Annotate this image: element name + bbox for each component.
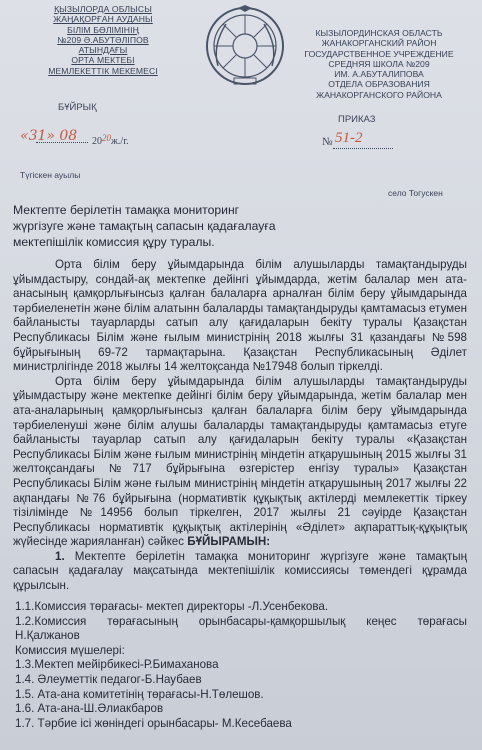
- order-number-underline: [333, 148, 393, 149]
- year-handwritten: 20: [102, 133, 111, 143]
- header-left-line: БІЛІМ БӨЛІМІНІҢ: [67, 24, 139, 35]
- place-russian: село Тогускен: [388, 188, 443, 198]
- title-line: Мектепте берілетін тамақка мониторинг: [13, 203, 240, 217]
- point-1: [13, 550, 467, 594]
- year-suffix: ж./г.: [111, 136, 129, 147]
- title-line: мектепішілік комиссия құру туралы.: [13, 235, 215, 249]
- header-right-line: ИМ. А.АБУТАЛИПОВА: [334, 69, 424, 80]
- point-1-text: Мектепте берілетін тамақка мониторинг жүргізуге және тамақтың сапасын қадағалау мақсатында мектепішілік комиссиясы төмендегі құрамда құрылсын.: [13, 549, 467, 593]
- year-prefix: 20: [92, 136, 102, 147]
- vice-chair-word: кеңес: [366, 614, 397, 628]
- state-emblem-icon: [204, 4, 286, 88]
- order-year: [92, 133, 129, 147]
- commission-member: 1.3.Мектеп мейірбикесі-Р.Бимаханова: [15, 658, 219, 672]
- order-number-label: №: [322, 136, 333, 148]
- header-right-russian: [290, 28, 468, 100]
- header-right-line: КЫЗЫЛОРДИНСКАЯ ОБЛАСТЬ: [315, 28, 443, 38]
- vice-chair-word: орынбасары-қамқоршылық: [198, 614, 346, 628]
- order-body: [13, 258, 467, 594]
- paragraph-1: Орта білім беру ұйымдарында білім алушыларды тамақтандыруды ұйымдастыру, сондай-ақ мектепке дейінгі ұйымдарда, жетім балалар мен ата-анасының қамқорлығынсыз қалған балаларға арналған білім беру ұйымдарында тәрбиеленетін және білім алатынн балаларды тамақтандыруды қамтамасыз етумен байланысты тауарларды сатып алу қағидаларын бекіту туралы Қазақстан Республикасы Білім және ғылым министрінің 2018 жылғы 31 қазандағы №598 бұйрығының 69-72 тармақтарына. Қазақстан Республикасының Әділет министрлігінде 2018 жылғы 14 желтоқсанда №17948 болып тіркелді.: [13, 258, 467, 374]
- header-left-line: №209 Ә.АБУТӘЛІПОВ: [57, 34, 149, 45]
- order-title: [13, 202, 313, 250]
- header-right-line: ГОСУДАРСТВЕННОЕ УЧРЕЖДЕНИЕ: [304, 48, 454, 59]
- place-kazakh: Түгіскен ауылы: [20, 170, 81, 180]
- order-label-russian: ПРИКАЗ: [338, 114, 376, 125]
- vice-chair-word: төрағасының: [107, 614, 178, 628]
- point-1-number: 1.: [55, 549, 65, 563]
- commission-member: 1.7. Тәрбие ісі жөніндегі орынбасары- М.Кесебаева: [15, 716, 292, 730]
- order-verb: БҰЙЫРАМЫН:: [187, 535, 271, 549]
- paragraph-2: [13, 375, 467, 550]
- header-right-line: ОТДЕЛА ОБРАЗОВАНИЯ: [328, 79, 430, 90]
- header-left-kazakh: [18, 4, 188, 76]
- order-number-handwritten: 51-2: [335, 130, 363, 146]
- header-right-line: ЖАНАКОРГАНСКИЙ РАЙОН: [321, 38, 437, 49]
- title-line: жүргізуге және тамақтың сапасын қадағалауға: [13, 219, 276, 233]
- commission-list: [15, 600, 467, 731]
- header-right-line: ЖАНАКОРГАНСКОГО РАЙОНА: [316, 89, 442, 100]
- header-left-line: ҚЫЗЫЛОРДА ОБЛЫСЫ: [54, 4, 152, 14]
- handwritten-date: «31» 08: [20, 128, 78, 144]
- header-right-line: СРЕДНЯЯ ШКОЛА №209: [328, 58, 430, 69]
- vice-chair-word: 1.2.Комиссия: [15, 614, 87, 628]
- commission-member: 1.4. Әлеуметтік педагог-Б.Наубаев: [15, 672, 202, 686]
- order-label-kazakh: БҰЙРЫҚ: [58, 102, 97, 113]
- commission-member: 1.5. Ата-ана комитетінің төрағасы-Н.Төлешов.: [15, 687, 264, 701]
- vice-chair-word: төрағасы: [417, 614, 467, 628]
- commission-member: 1.6. Ата-ана-Ш.Әлиакбаров: [15, 702, 164, 716]
- header-left-line: АТЫНДАҒЫ: [78, 45, 128, 56]
- members-heading: Комиссия мүшелері:: [15, 643, 125, 657]
- header-left-line: МЕМЛЕКЕТТІК МЕКЕМЕСІ: [48, 65, 158, 76]
- header-left-line: ОРТА МЕКТЕБІ: [71, 55, 135, 66]
- paragraph-2-text: Орта білім беру ұйымдарында білім алушыларды тамақтандыруды ұйымдастыру және мектепке дейінгі білім беру ұйымдарында, жетім балалар мен ата-аналарының қамқорлығынсыз қалған балаларға білім беру ұйымдарында тәрбиеленуші және білім алушы балаларды тамақтандыруды қамтамасыз етуге байланысты тауарлар сатып алу қағидаларын бекіту туралы «Қазақстан Республикасы Білім және ғылым министрінің міндетін атқарушының 2015 жылғы 31 желтоқсандағы №717 бұйрығына өзгерістер енгізу туралы» Қазақстан Республикасы Білім және ғылым министрінің міндетін атқарушының 2017 жылғы 22 ақпандағы №76 бұйрығына (нормативтік құқықтық актілерді мемлекеттік тіркеу тізілімінде №14956 болып тіркелген, 2017 жылғы 21 сәуірде Қазақстан Республикасы нормативтік құқықтық актілерінің «Әділет» ақпараттық-құқықтық жүйесінде жарияланған) сәйкес: [13, 374, 467, 549]
- header-left-line: ЖАҢАҚОРҒАН АУДАНЫ: [53, 14, 153, 25]
- date-underline: [36, 142, 88, 143]
- commission-chair: 1.1.Комиссия төрағасы- мектеп директоры -Л.Усенбекова.: [15, 600, 329, 613]
- vice-chair-name: Н.Қалжанов: [15, 629, 80, 643]
- commission-vice-chair: [15, 615, 467, 630]
